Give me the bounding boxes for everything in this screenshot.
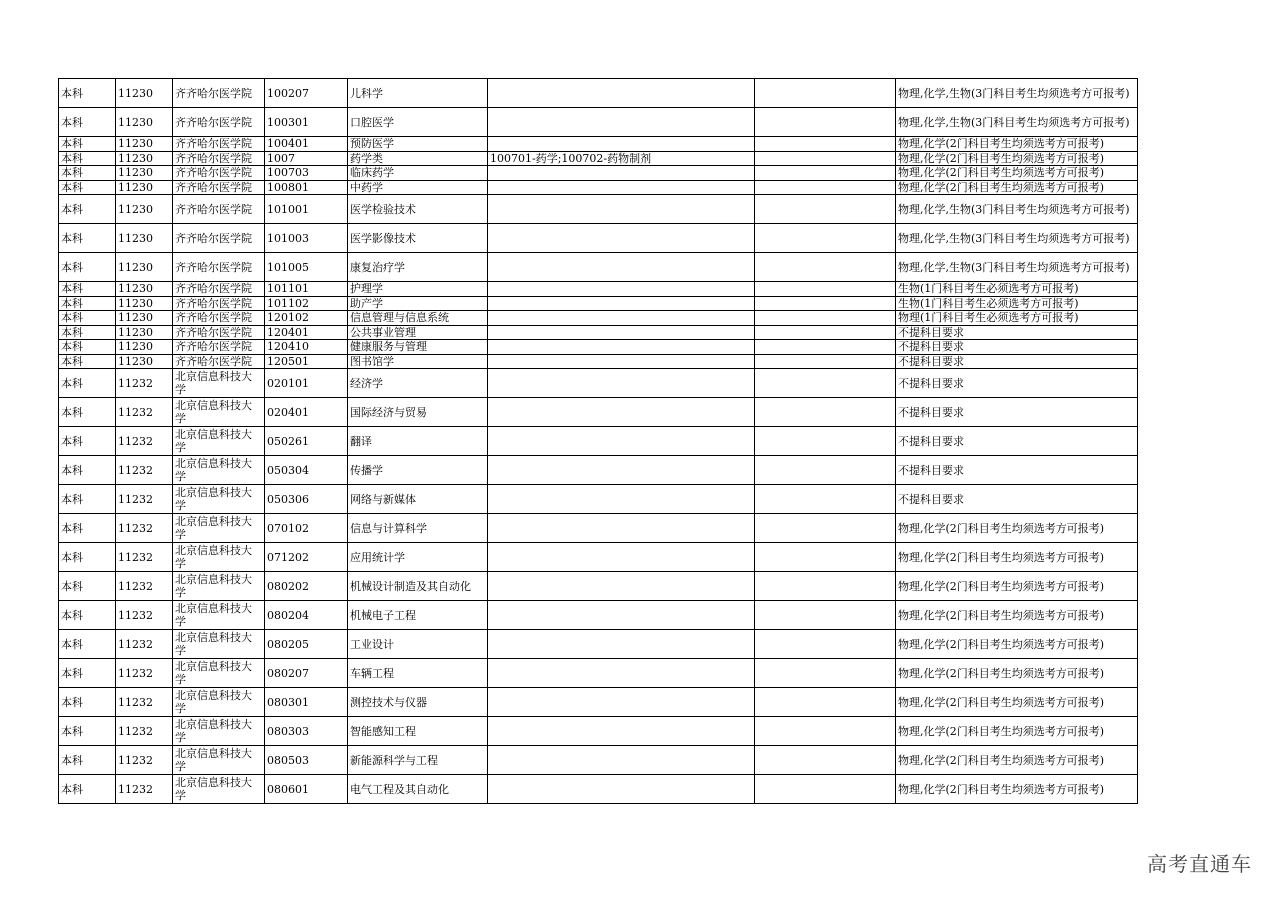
major-code-cell: 050306 (265, 485, 348, 514)
table-row (59, 688, 1138, 717)
major-code-cell: 101005 (265, 253, 348, 282)
school-name-cell: 齐齐哈尔医学院 (173, 108, 265, 137)
major-code-cell: 120102 (265, 311, 348, 326)
table-row (59, 659, 1138, 688)
table-body (59, 79, 1138, 804)
included-majors-cell (488, 224, 755, 253)
school-name-cell: 北京信息科技大学 (173, 601, 265, 630)
level-cell: 本科 (59, 688, 116, 717)
major-name-cell: 助产学 (348, 296, 488, 311)
school-name-cell: 齐齐哈尔医学院 (173, 166, 265, 181)
blank-cell (755, 296, 896, 311)
included-majors-cell (488, 485, 755, 514)
level-cell: 本科 (59, 151, 116, 166)
major-code-cell: 120410 (265, 340, 348, 355)
table-row (59, 151, 1138, 166)
blank-cell (755, 746, 896, 775)
school-code-cell: 11232 (116, 775, 173, 804)
major-name-cell: 药学类 (348, 151, 488, 166)
subject-requirement-cell: 物理,化学(2门科目考生均须选考方可报考) (896, 746, 1138, 775)
school-name-cell: 齐齐哈尔医学院 (173, 195, 265, 224)
included-majors-cell (488, 354, 755, 369)
table-row (59, 717, 1138, 746)
included-majors-cell (488, 456, 755, 485)
school-name-cell: 齐齐哈尔医学院 (173, 253, 265, 282)
major-name-cell: 中药学 (348, 180, 488, 195)
major-code-cell: 100301 (265, 108, 348, 137)
subject-requirement-cell: 物理,化学(2门科目考生均须选考方可报考) (896, 151, 1138, 166)
table-row (59, 354, 1138, 369)
blank-cell (755, 369, 896, 398)
table-row (59, 746, 1138, 775)
level-cell: 本科 (59, 166, 116, 181)
included-majors-cell (488, 543, 755, 572)
blank-cell (755, 180, 896, 195)
subject-requirement-cell: 不提科目要求 (896, 354, 1138, 369)
school-name-cell: 北京信息科技大学 (173, 688, 265, 717)
included-majors-cell (488, 398, 755, 427)
school-code-cell: 11230 (116, 180, 173, 195)
level-cell: 本科 (59, 354, 116, 369)
major-name-cell: 预防医学 (348, 137, 488, 152)
level-cell: 本科 (59, 485, 116, 514)
table-row (59, 456, 1138, 485)
school-name-cell: 北京信息科技大学 (173, 485, 265, 514)
major-code-cell: 100801 (265, 180, 348, 195)
major-name-cell: 护理学 (348, 282, 488, 297)
blank-cell (755, 340, 896, 355)
table-row (59, 137, 1138, 152)
major-name-cell: 经济学 (348, 369, 488, 398)
school-name-cell: 齐齐哈尔医学院 (173, 282, 265, 297)
major-name-cell: 工业设计 (348, 630, 488, 659)
table-row (59, 630, 1138, 659)
blank-cell (755, 354, 896, 369)
level-cell: 本科 (59, 224, 116, 253)
school-name-cell: 北京信息科技大学 (173, 543, 265, 572)
table-row (59, 775, 1138, 804)
included-majors-cell (488, 195, 755, 224)
school-code-cell: 11232 (116, 543, 173, 572)
included-majors-cell (488, 659, 755, 688)
level-cell: 本科 (59, 746, 116, 775)
admission-requirements-table (58, 78, 1138, 804)
school-code-cell: 11232 (116, 688, 173, 717)
major-code-cell: 080503 (265, 746, 348, 775)
table-row (59, 296, 1138, 311)
subject-requirement-cell: 物理,化学(2门科目考生均须选考方可报考) (896, 601, 1138, 630)
major-code-cell: 050304 (265, 456, 348, 485)
school-code-cell: 11230 (116, 195, 173, 224)
blank-cell (755, 253, 896, 282)
major-name-cell: 医学检验技术 (348, 195, 488, 224)
school-name-cell: 齐齐哈尔医学院 (173, 180, 265, 195)
blank-cell (755, 456, 896, 485)
subject-requirement-cell: 物理,化学(2门科目考生均须选考方可报考) (896, 659, 1138, 688)
major-name-cell: 康复治疗学 (348, 253, 488, 282)
major-code-cell: 070102 (265, 514, 348, 543)
school-name-cell: 齐齐哈尔医学院 (173, 137, 265, 152)
table-row (59, 325, 1138, 340)
major-code-cell: 101101 (265, 282, 348, 297)
included-majors-cell (488, 253, 755, 282)
major-name-cell: 测控技术与仪器 (348, 688, 488, 717)
level-cell: 本科 (59, 325, 116, 340)
included-majors-cell (488, 325, 755, 340)
subject-requirement-cell: 物理,化学(2门科目考生均须选考方可报考) (896, 137, 1138, 152)
included-majors-cell (488, 717, 755, 746)
subject-requirement-cell: 物理,化学(2门科目考生均须选考方可报考) (896, 630, 1138, 659)
subject-requirement-cell: 物理,化学(2门科目考生均须选考方可报考) (896, 543, 1138, 572)
major-name-cell: 儿科学 (348, 79, 488, 108)
school-name-cell: 北京信息科技大学 (173, 630, 265, 659)
major-code-cell: 020401 (265, 398, 348, 427)
watermark-text: 高考直通车 (1147, 852, 1252, 876)
subject-requirement-cell: 不提科目要求 (896, 398, 1138, 427)
included-majors-cell (488, 427, 755, 456)
included-majors-cell (488, 630, 755, 659)
blank-cell (755, 398, 896, 427)
major-code-cell: 101003 (265, 224, 348, 253)
included-majors-cell (488, 108, 755, 137)
school-code-cell: 11230 (116, 137, 173, 152)
major-name-cell: 图书馆学 (348, 354, 488, 369)
school-code-cell: 11232 (116, 398, 173, 427)
school-name-cell: 北京信息科技大学 (173, 572, 265, 601)
blank-cell (755, 427, 896, 456)
major-name-cell: 口腔医学 (348, 108, 488, 137)
included-majors-cell (488, 369, 755, 398)
major-code-cell: 120401 (265, 325, 348, 340)
school-name-cell: 齐齐哈尔医学院 (173, 311, 265, 326)
subject-requirement-cell: 不提科目要求 (896, 427, 1138, 456)
major-code-cell: 080202 (265, 572, 348, 601)
school-code-cell: 11230 (116, 311, 173, 326)
major-code-cell: 1007 (265, 151, 348, 166)
school-name-cell: 北京信息科技大学 (173, 717, 265, 746)
level-cell: 本科 (59, 456, 116, 485)
major-name-cell: 信息与计算科学 (348, 514, 488, 543)
subject-requirement-cell: 物理,化学,生物(3门科目考生均须选考方可报考) (896, 108, 1138, 137)
major-name-cell: 国际经济与贸易 (348, 398, 488, 427)
school-name-cell: 齐齐哈尔医学院 (173, 79, 265, 108)
level-cell: 本科 (59, 543, 116, 572)
blank-cell (755, 485, 896, 514)
level-cell: 本科 (59, 572, 116, 601)
major-code-cell: 020101 (265, 369, 348, 398)
blank-cell (755, 601, 896, 630)
included-majors-cell (488, 514, 755, 543)
subject-requirement-cell: 物理,化学(2门科目考生均须选考方可报考) (896, 514, 1138, 543)
included-majors-cell (488, 746, 755, 775)
major-code-cell: 080205 (265, 630, 348, 659)
level-cell: 本科 (59, 369, 116, 398)
table-row (59, 543, 1138, 572)
included-majors-cell (488, 601, 755, 630)
major-name-cell: 网络与新媒体 (348, 485, 488, 514)
table-row (59, 224, 1138, 253)
table-row (59, 340, 1138, 355)
major-name-cell: 翻译 (348, 427, 488, 456)
school-name-cell: 北京信息科技大学 (173, 746, 265, 775)
subject-requirement-cell: 物理,化学,生物(3门科目考生均须选考方可报考) (896, 224, 1138, 253)
major-name-cell: 传播学 (348, 456, 488, 485)
table-row (59, 369, 1138, 398)
included-majors-cell (488, 688, 755, 717)
table-row (59, 166, 1138, 181)
school-code-cell: 11232 (116, 659, 173, 688)
included-majors-cell (488, 79, 755, 108)
school-name-cell: 齐齐哈尔医学院 (173, 354, 265, 369)
school-code-cell: 11230 (116, 354, 173, 369)
school-name-cell: 北京信息科技大学 (173, 775, 265, 804)
subject-requirement-cell: 不提科目要求 (896, 456, 1138, 485)
school-name-cell: 北京信息科技大学 (173, 456, 265, 485)
blank-cell (755, 514, 896, 543)
table-row (59, 253, 1138, 282)
blank-cell (755, 659, 896, 688)
major-code-cell: 101102 (265, 296, 348, 311)
school-code-cell: 11232 (116, 427, 173, 456)
level-cell: 本科 (59, 195, 116, 224)
level-cell: 本科 (59, 659, 116, 688)
subject-requirement-cell: 不提科目要求 (896, 485, 1138, 514)
table-row (59, 311, 1138, 326)
school-code-cell: 11232 (116, 514, 173, 543)
major-name-cell: 电气工程及其自动化 (348, 775, 488, 804)
blank-cell (755, 572, 896, 601)
major-name-cell: 新能源科学与工程 (348, 746, 488, 775)
level-cell: 本科 (59, 108, 116, 137)
included-majors-cell (488, 340, 755, 355)
subject-requirement-cell: 物理,化学(2门科目考生均须选考方可报考) (896, 166, 1138, 181)
blank-cell (755, 108, 896, 137)
blank-cell (755, 195, 896, 224)
subject-requirement-cell: 生物(1门科目考生必须选考方可报考) (896, 282, 1138, 297)
subject-requirement-cell: 不提科目要求 (896, 340, 1138, 355)
table-row (59, 180, 1138, 195)
blank-cell (755, 325, 896, 340)
level-cell: 本科 (59, 630, 116, 659)
table-row (59, 601, 1138, 630)
level-cell: 本科 (59, 296, 116, 311)
included-majors-cell (488, 572, 755, 601)
school-code-cell: 11230 (116, 224, 173, 253)
blank-cell (755, 688, 896, 717)
school-name-cell: 北京信息科技大学 (173, 427, 265, 456)
major-name-cell: 公共事业管理 (348, 325, 488, 340)
major-code-cell: 080207 (265, 659, 348, 688)
subject-requirement-cell: 物理,化学,生物(3门科目考生均须选考方可报考) (896, 79, 1138, 108)
included-majors-cell (488, 180, 755, 195)
major-name-cell: 机械电子工程 (348, 601, 488, 630)
subject-requirement-cell: 物理,化学(2门科目考生均须选考方可报考) (896, 775, 1138, 804)
subject-requirement-cell: 生物(1门科目考生必须选考方可报考) (896, 296, 1138, 311)
school-code-cell: 11230 (116, 108, 173, 137)
major-name-cell: 车辆工程 (348, 659, 488, 688)
subject-requirement-cell: 物理(1门科目考生必须选考方可报考) (896, 311, 1138, 326)
major-name-cell: 健康服务与管理 (348, 340, 488, 355)
major-code-cell: 080601 (265, 775, 348, 804)
table-row (59, 79, 1138, 108)
school-code-cell: 11232 (116, 630, 173, 659)
included-majors-cell: 100701-药学;100702-药物制剂 (488, 151, 755, 166)
subject-requirement-cell: 物理,化学(2门科目考生均须选考方可报考) (896, 572, 1138, 601)
school-code-cell: 11232 (116, 456, 173, 485)
subject-requirement-cell: 物理,化学(2门科目考生均须选考方可报考) (896, 717, 1138, 746)
major-name-cell: 应用统计学 (348, 543, 488, 572)
level-cell: 本科 (59, 253, 116, 282)
school-code-cell: 11232 (116, 369, 173, 398)
blank-cell (755, 543, 896, 572)
major-code-cell: 100207 (265, 79, 348, 108)
school-code-cell: 11230 (116, 253, 173, 282)
subject-requirement-cell: 物理,化学(2门科目考生均须选考方可报考) (896, 180, 1138, 195)
school-name-cell: 北京信息科技大学 (173, 514, 265, 543)
major-code-cell: 080204 (265, 601, 348, 630)
school-name-cell: 北京信息科技大学 (173, 659, 265, 688)
major-code-cell: 100703 (265, 166, 348, 181)
level-cell: 本科 (59, 282, 116, 297)
school-name-cell: 齐齐哈尔医学院 (173, 325, 265, 340)
major-name-cell: 机械设计制造及其自动化 (348, 572, 488, 601)
school-code-cell: 11230 (116, 296, 173, 311)
included-majors-cell (488, 296, 755, 311)
included-majors-cell (488, 137, 755, 152)
blank-cell (755, 79, 896, 108)
table-row (59, 108, 1138, 137)
level-cell: 本科 (59, 79, 116, 108)
table-row (59, 572, 1138, 601)
level-cell: 本科 (59, 427, 116, 456)
school-code-cell: 11232 (116, 746, 173, 775)
subject-requirement-cell: 物理,化学,生物(3门科目考生均须选考方可报考) (896, 253, 1138, 282)
table-row (59, 427, 1138, 456)
school-code-cell: 11232 (116, 601, 173, 630)
table-row (59, 514, 1138, 543)
level-cell: 本科 (59, 311, 116, 326)
included-majors-cell (488, 311, 755, 326)
included-majors-cell (488, 775, 755, 804)
level-cell: 本科 (59, 340, 116, 355)
level-cell: 本科 (59, 514, 116, 543)
blank-cell (755, 311, 896, 326)
blank-cell (755, 166, 896, 181)
major-name-cell: 信息管理与信息系统 (348, 311, 488, 326)
school-code-cell: 11230 (116, 151, 173, 166)
subject-requirement-cell: 不提科目要求 (896, 325, 1138, 340)
level-cell: 本科 (59, 137, 116, 152)
blank-cell (755, 282, 896, 297)
school-code-cell: 11230 (116, 166, 173, 181)
blank-cell (755, 630, 896, 659)
school-name-cell: 齐齐哈尔医学院 (173, 224, 265, 253)
school-code-cell: 11230 (116, 79, 173, 108)
blank-cell (755, 775, 896, 804)
major-code-cell: 100401 (265, 137, 348, 152)
school-name-cell: 齐齐哈尔医学院 (173, 296, 265, 311)
subject-requirement-cell: 物理,化学(2门科目考生均须选考方可报考) (896, 688, 1138, 717)
table-row (59, 282, 1138, 297)
blank-cell (755, 717, 896, 746)
blank-cell (755, 137, 896, 152)
school-code-cell: 11232 (116, 717, 173, 746)
school-code-cell: 11232 (116, 572, 173, 601)
school-name-cell: 齐齐哈尔医学院 (173, 151, 265, 166)
school-code-cell: 11230 (116, 282, 173, 297)
subject-requirement-cell: 不提科目要求 (896, 369, 1138, 398)
included-majors-cell (488, 282, 755, 297)
school-code-cell: 11232 (116, 485, 173, 514)
table-row (59, 398, 1138, 427)
level-cell: 本科 (59, 398, 116, 427)
school-name-cell: 北京信息科技大学 (173, 369, 265, 398)
major-name-cell: 医学影像技术 (348, 224, 488, 253)
level-cell: 本科 (59, 180, 116, 195)
major-code-cell: 071202 (265, 543, 348, 572)
major-name-cell: 临床药学 (348, 166, 488, 181)
blank-cell (755, 224, 896, 253)
school-code-cell: 11230 (116, 325, 173, 340)
blank-cell (755, 151, 896, 166)
major-name-cell: 智能感知工程 (348, 717, 488, 746)
school-code-cell: 11230 (116, 340, 173, 355)
level-cell: 本科 (59, 717, 116, 746)
major-code-cell: 080301 (265, 688, 348, 717)
table-row (59, 485, 1138, 514)
major-code-cell: 050261 (265, 427, 348, 456)
major-code-cell: 101001 (265, 195, 348, 224)
included-majors-cell (488, 166, 755, 181)
level-cell: 本科 (59, 601, 116, 630)
level-cell: 本科 (59, 775, 116, 804)
school-name-cell: 北京信息科技大学 (173, 398, 265, 427)
major-code-cell: 080303 (265, 717, 348, 746)
school-name-cell: 齐齐哈尔医学院 (173, 340, 265, 355)
subject-requirement-cell: 物理,化学,生物(3门科目考生均须选考方可报考) (896, 195, 1138, 224)
major-code-cell: 120501 (265, 354, 348, 369)
table-row (59, 195, 1138, 224)
